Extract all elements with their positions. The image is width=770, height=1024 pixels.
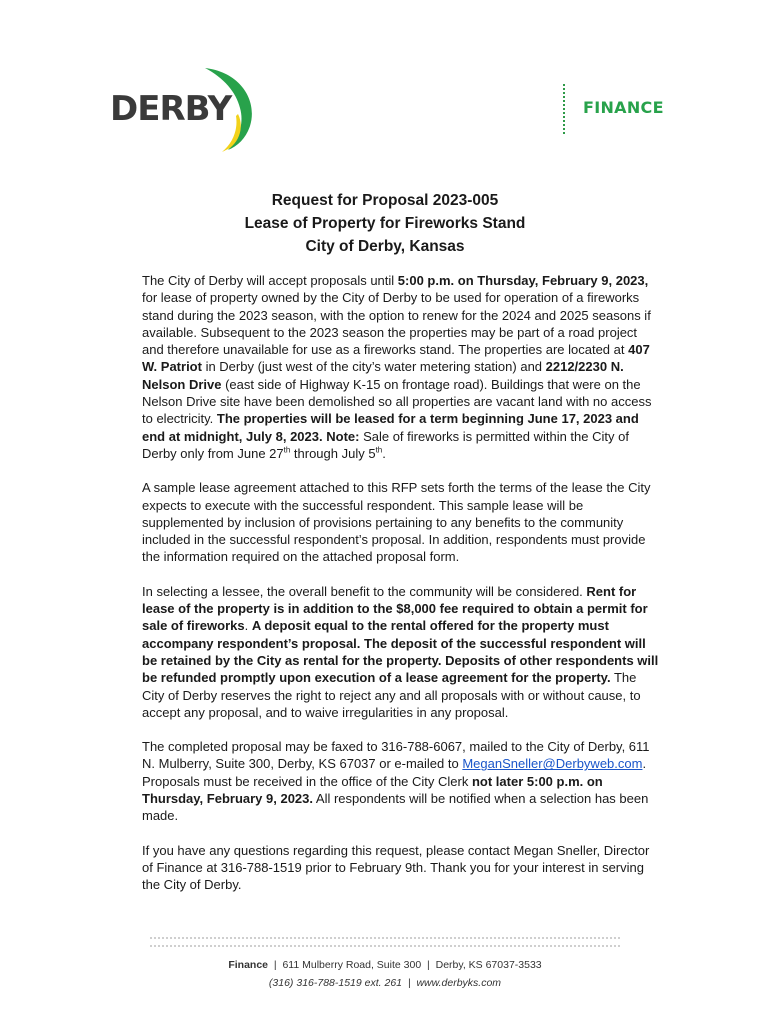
footer-contact-line: (316) 316-788-1519 ext. 261 | www.derbyks.com	[268, 977, 502, 989]
logo-wordmark: DERBY	[110, 89, 232, 129]
document-title	[0, 189, 770, 258]
footer-website[interactable]: www.derbyks.com	[416, 977, 502, 989]
derby-logo	[110, 66, 260, 152]
footer-phone: (316) 316-788-1519 ext. 261	[268, 977, 403, 989]
footer-address: 611 Mulberry Road, Suite 300	[282, 959, 422, 971]
footer-address-line: Finance | 611 Mulberry Road, Suite 300 | Derby, KS 67037-3533	[228, 959, 542, 971]
paragraph-selection: In selecting a lessee, the overall benefit to the community will be considered. Rent for lease of the property is in addition to the $8,000 fee required to obtain a permit for sale of fireworks. A deposit equal to the rental offered for the property must accompany respondent’s proposal. The deposit of the successful respondent will be retained by the City as rental for the property. Deposits of other respondents will be refunded promptly upon execution of a lease agreement for the property. The City of Derby reserves the right to reject any and all proposals with or without cause, to accept any proposal, and to waive irregularities in any proposal.	[142, 583, 659, 720]
paragraph-deadline: The City of Derby will accept proposals until 5:00 p.m. on Thursday, February 9, 2023, for lease of property owned by the City of Derby to be used for operation of a fireworks stand during the 2023 season, with the option to renew for the 2024 and 2025 seasons if available. Subsequent to the 2023 season the properties may be part of a road project and therefore unavailable for use as a fireworks stand. The properties are located at 407 W. Patriot in Derby (just west of the city’s water metering station) and 2212/2230 N. Nelson Drive (east side of Highway K-15 on frontage road). Buildings that were on the Nelson Drive site have been demolished so all properties are vacant land with no access to electricity. The properties will be leased for a term beginning June 17, 2023 and end at midnight, July 8, 2023. Note: Sale of fireworks is permitted within the City of Derby only from June 27th through July 5th.	[142, 273, 652, 461]
paragraph-lease-agreement: A sample lease agreement attached to this RFP sets forth the terms of the lease the City expects to execute with the successful respondent. This sample lease will be supplemented by inclusion of provisions pertaining to any benefits to the community included in the successful respondent’s proposal. In addition, respondents must provide the information required on the attached proposal form.	[142, 480, 651, 565]
document-body	[142, 272, 662, 911]
paragraph-contact: If you have any questions regarding this request, please contact Megan Sneller, Director of Finance at 316-788-1519 prior to February 9th. Thank you for your interest in serving the City of Derby.	[142, 842, 650, 893]
department-label: FINANCE	[583, 98, 664, 117]
title-line-2: Lease of Property for Fireworks Stand	[244, 215, 526, 232]
email-link[interactable]: MeganSneller@Derbyweb.com	[462, 756, 643, 772]
footer-dept: Finance	[228, 959, 269, 971]
footer-divider	[150, 937, 620, 947]
header-divider	[563, 84, 565, 134]
title-line-3: City of Derby, Kansas	[305, 238, 465, 255]
title-line-1: Request for Proposal 2023-005	[271, 192, 499, 209]
footer-city: Derby, KS 67037-3533	[435, 959, 542, 971]
logo-arc-icon	[200, 66, 260, 152]
paragraph-submission: The completed proposal may be faxed to 316-788-6067, mailed to the City of Derby, 611 N. Mulberry, Suite 300, Derby, KS 67037 or e-mailed to MeganSneller@Derbyweb.com. Proposals must be received in the office of the City Clerk not later 5:00 p.m. on Thursday, February 9, 2023. All respondents will be notified when a selection has been made.	[142, 739, 650, 824]
